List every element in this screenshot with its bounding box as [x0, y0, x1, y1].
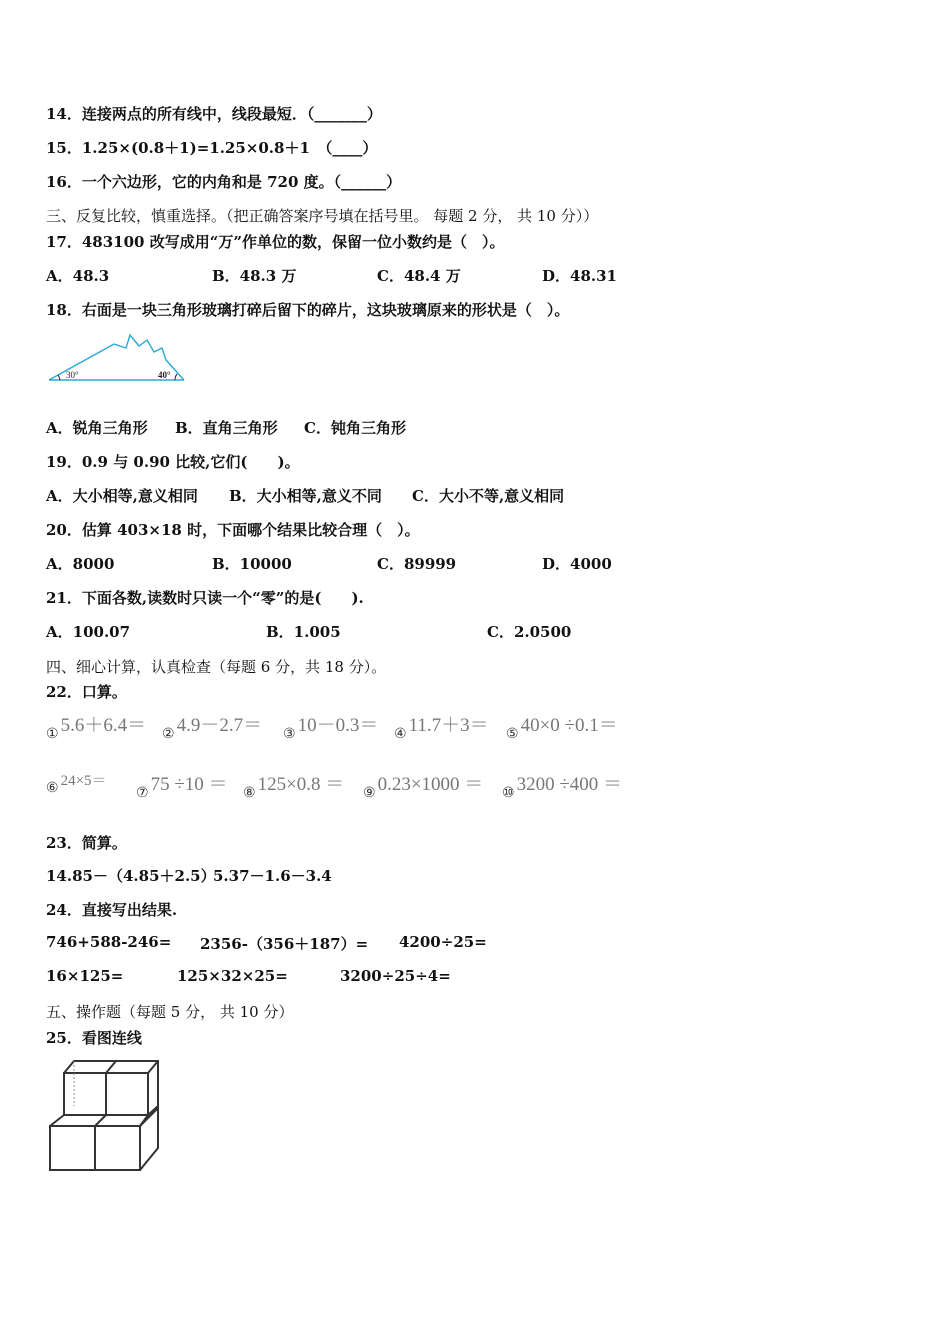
- q24-item-3: 4200÷25=: [399, 933, 487, 951]
- q18-option-c: C．钝角三角形: [304, 419, 406, 437]
- item-number: ⑨: [363, 786, 376, 801]
- expression: 3200 ÷400 ＝: [516, 774, 622, 795]
- angle-label-left: 30°: [66, 370, 79, 380]
- q20-option-d: D．4000: [542, 555, 612, 573]
- expression: 24×5＝: [60, 773, 107, 789]
- question-18: 18．右面是一块三角形玻璃打碎后留下的碎片，这块玻璃原来的形状是（ ）。: [46, 301, 570, 319]
- expression: 5.6＋6.4＝: [60, 715, 147, 736]
- question-25-title: 25．看图连线: [46, 1029, 142, 1047]
- q24-item-2: 2356-（356＋187）=: [200, 935, 369, 953]
- q24-item-5: 125×32×25=: [177, 967, 288, 985]
- q20-option-b: B．10000: [212, 555, 292, 573]
- expression: 125×0.8 ＝: [257, 774, 345, 795]
- cube-stack-figure: [44, 1056, 159, 1176]
- q23-item-2: 5.37－1.6－3.4: [213, 867, 332, 885]
- item-number: ③: [283, 727, 296, 742]
- expression: 10－0.3＝: [297, 715, 379, 736]
- expression: 11.7＋3＝: [408, 715, 489, 736]
- angle-label-right: 40°: [158, 370, 171, 380]
- q22-item-4: [394, 710, 489, 742]
- q20-option-c: C．89999: [377, 555, 457, 573]
- q22-item-8: [243, 769, 345, 801]
- q18-option-a: A．锐角三角形: [46, 419, 148, 437]
- item-number: ⑥: [46, 781, 59, 796]
- q22-item-1: [46, 710, 147, 742]
- q20-option-a: A．8000: [46, 555, 115, 573]
- q21-option-c: C．2.0500: [487, 623, 572, 641]
- expression: 4.9－2.7＝: [176, 715, 263, 736]
- question-24-title: 24．直接写出结果.: [46, 901, 178, 919]
- item-number: ②: [162, 727, 175, 742]
- glass-fragment-figure: [44, 330, 189, 385]
- q17-option-b: B．48.3 万: [212, 267, 297, 285]
- q22-item-7: [136, 769, 228, 801]
- q19-option-a: A．大小相等,意义相同: [46, 487, 198, 505]
- q24-item-6: 3200÷25÷4=: [340, 967, 451, 985]
- q17-option-a: A．48.3: [46, 267, 110, 285]
- q21-option-b: B．1.005: [266, 623, 341, 641]
- section-4-heading: 四、细心计算，认真检查（每题 6 分，共 18 分）。: [46, 658, 387, 676]
- q21-option-a: A．100.07: [46, 623, 131, 641]
- q24-item-1: 746+588-246=: [46, 933, 172, 951]
- q22-item-5: [506, 710, 618, 742]
- expression: 75 ÷10 ＝: [150, 774, 228, 795]
- question-15: 15．1.25×(0.8＋1)=1.25×0.8＋1 （____）: [46, 139, 378, 157]
- question-23-title: 23．简算。: [46, 834, 127, 852]
- q22-item-10: [502, 769, 622, 801]
- q22-item-9: [363, 769, 484, 801]
- section-5-heading: 五、操作题（每题 5 分， 共 10 分）: [46, 1003, 294, 1021]
- q22-item-6: [46, 769, 107, 796]
- item-number: ⑧: [243, 786, 256, 801]
- q22-item-3: [283, 710, 379, 742]
- item-number: ⑩: [502, 786, 515, 801]
- section-3-heading: 三、反复比较，慎重选择。（把正确答案序号填在括号里。 每题 2 分， 共 10 分））: [46, 207, 599, 225]
- item-number: ⑦: [136, 786, 149, 801]
- question-19: 19．0.9 与 0.90 比较,它们( )。: [46, 453, 300, 471]
- q22-item-2: [162, 710, 263, 742]
- item-number: ④: [394, 727, 407, 742]
- expression: 40×0 ÷0.1＝: [520, 715, 618, 736]
- item-number: ①: [46, 727, 59, 742]
- question-17: 17．483100 改写成用“万”作单位的数，保留一位小数约是（ ）。: [46, 233, 505, 251]
- q18-option-b: B．直角三角形: [175, 419, 278, 437]
- question-21: 21．下面各数,读数时只读一个“零”的是( ).: [46, 589, 364, 607]
- q17-option-d: D．48.31: [542, 267, 617, 285]
- question-20: 20．估算 403×18 时，下面哪个结果比较合理（ ）。: [46, 521, 420, 539]
- q19-option-c: C．大小不等,意义相同: [412, 487, 565, 505]
- expression: 0.23×1000 ＝: [377, 774, 484, 795]
- q23-item-1: 14.85－（4.85＋2.5）: [46, 867, 216, 885]
- q24-item-4: 16×125=: [46, 967, 124, 985]
- question-22-title: 22．口算。: [46, 683, 127, 701]
- question-14: 14．连接两点的所有线中，线段最短．（_______）: [46, 105, 382, 123]
- q17-option-c: C．48.4 万: [377, 267, 461, 285]
- question-16: 16．一个六边形，它的内角和是 720 度。（______）: [46, 173, 402, 191]
- q19-option-b: B．大小相等,意义不同: [229, 487, 382, 505]
- item-number: ⑤: [506, 727, 519, 742]
